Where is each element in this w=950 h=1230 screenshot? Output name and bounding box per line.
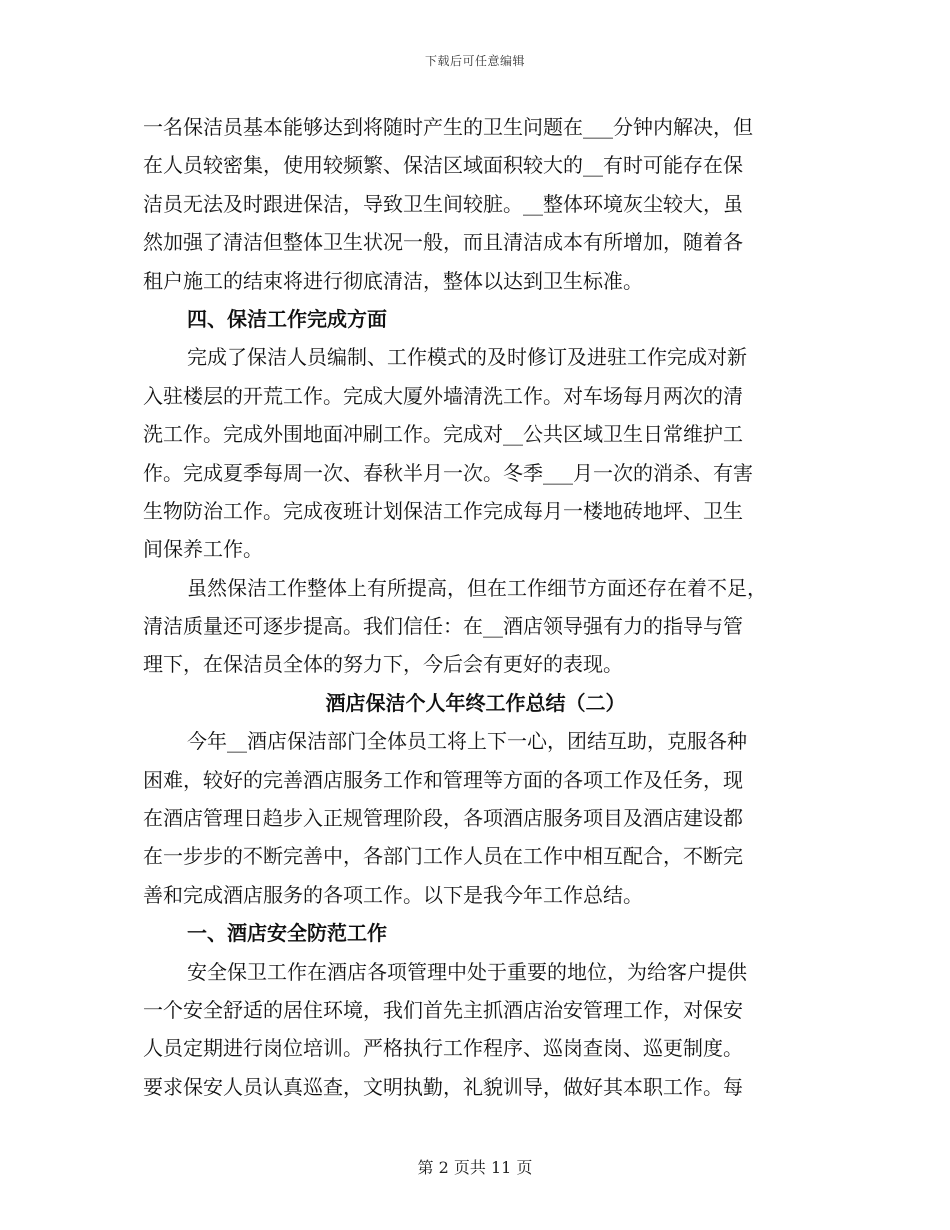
paragraph-line: 在一步步的不断完善中，各部门工作人员在工作中相互配合，不断完 (143, 844, 743, 869)
paragraph-line: 完成了保洁人员编制、工作模式的及时修订及进驻工作完成对新 (187, 345, 747, 370)
paragraph-line: 一个安全舒适的居住环境，我们首先主抓酒店治安管理工作，对保安 (143, 997, 743, 1022)
paragraph-line: 善和完成酒店服务的各项工作。以下是我今年工作总结。 (143, 882, 643, 907)
paragraph-line: 今年__酒店保洁部门全体员工将上下一心，团结互助，克服各种 (187, 729, 747, 754)
paragraph-line: 一名保洁员基本能够达到将随时产生的卫生问题在___分钟内解决，但 (143, 115, 753, 139)
paragraph-line: 洁员无法及时跟进保洁，导致卫生间较脏。__整体环境灰尘较大，虽 (143, 191, 743, 216)
paragraph-line: 要求保安人员认真巡查，文明执勤，礼貌训导，做好其本职工作。每 (143, 1074, 743, 1099)
paragraph-line: 租户施工的结束将进行彻底清洁，整体以达到卫生标准。 (143, 268, 643, 293)
paragraph-line: 理下，在保洁员全体的努力下，今后会有更好的表现。 (143, 652, 623, 677)
paragraph-line: 在人员较密集，使用较频繁、保洁区域面积较大的__有时可能存在保 (143, 153, 743, 178)
section-heading: 四、保洁工作完成方面 (187, 306, 387, 331)
paragraph-line: 入驻楼层的开荒工作。完成大厦外墙清洗工作。对车场每月两次的清 (143, 383, 743, 408)
paragraph-line: 安全保卫工作在酒店各项管理中处于重要的地位，为给客户提供 (187, 959, 747, 984)
document-body (143, 108, 808, 1106)
page-header-note: 下载后可任意编辑 (424, 54, 525, 68)
paragraph-line: 清洁质量还可逐步提高。我们信任：在__酒店领导强有力的指导与管 (143, 614, 743, 639)
section-heading: 一、酒店安全防范工作 (187, 921, 387, 946)
paragraph-line: 洗工作。完成外围地面冲刷工作。完成对__公共区域卫生日常维护工 (143, 422, 743, 447)
paragraph-line: 生物防治工作。完成夜班计划保洁工作完成每月一楼地砖地坪、卫生 (143, 498, 743, 523)
page-number: 第 2 页共 11 页 (417, 1158, 533, 1177)
paragraph-line: 作。完成夏季每周一次、春秋半月一次。冬季___月一次的消杀、有害 (143, 460, 753, 485)
document-title: 酒店保洁个人年终工作总结（二） (325, 690, 626, 715)
paragraph-line: 然加强了清洁但整体卫生状况一般，而且清洁成本有所增加，随着各 (143, 230, 743, 255)
paragraph-line: 人员定期进行岗位培训。严格执行工作程序、巡岗查岗、巡更制度。 (143, 1036, 743, 1061)
paragraph-line: 虽然保洁工作整体上有所提高，但在工作细节方面还存在着不足， (187, 575, 767, 600)
paragraph-line: 困难，较好的完善酒店服务工作和管理等方面的各项工作及任务，现 (143, 767, 743, 792)
paragraph-line: 在酒店管理日趋步入正规管理阶段，各项酒店服务项目及酒店建设都 (143, 806, 743, 831)
paragraph-line: 间保养工作。 (143, 537, 263, 562)
